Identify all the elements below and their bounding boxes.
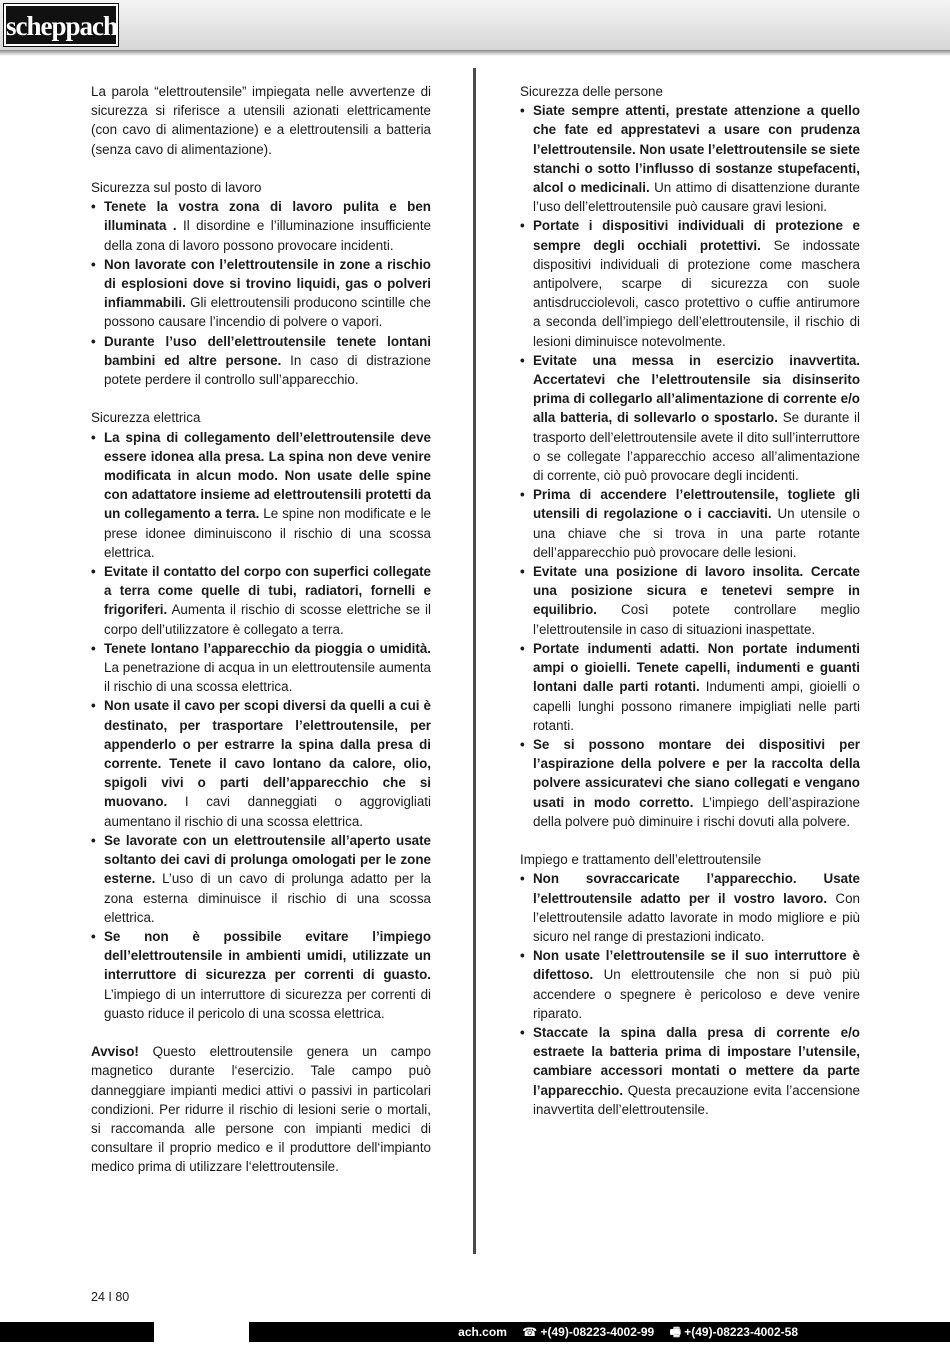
scheppach-logo: scheppach [4,4,118,46]
footer-white-block [154,1322,249,1342]
list-item: • Prima di accendere l’elettroutensile, togliete gli utensili di regolazione o i cacciaviti. Un utensile o una chiave che si trova in una parte rotante dell’apparecchio può provocare delle lesioni. [520,485,860,562]
list-item: • Durante l’uso dell’elettroutensile tenete lontani bambini ed altre persone. In caso di distrazione potete perdere il controllo sull’apparecchio. [91,332,431,390]
list-item: • Non usate l’elettroutensile se il suo interruttore è difettoso. Un elettroutensile che non si può più accendere o spegnere è pericoloso e deve venire riparato. [520,946,860,1023]
workplace-heading: Sicurezza sul posto di lavoro [91,180,262,195]
list-item: • Siate sempre attenti, prestate attenzione a quello che fate ed apprestatevi a usare con prudenza l’elettroutensile. Non usate l’elettroutensile se siete stanchi o sotto l’influsso di sostanze stupefacenti, alcol o medicinali. Un attimo di disattenzione durante l’uso dell’elettroutensile può causare gravi lesioni. [520,101,860,216]
right-column [520,82,860,1119]
list-item: • Non sovraccaricate l’apparecchio. Usate l’elettroutensile adatto per il vostro lavoro. Con l’elettroutensile adatto lavorate in modo migliore e più sicuro nel range di prestazioni indicato. [520,869,860,946]
list-item: • Se lavorate con un elettroutensile all’aperto usate soltanto dei cavi di prolunga omologati per le zone esterne. L’uso di un cavo di prolunga adatto per la zona esterna diminuisce il rischio di una scossa elettrica. [91,831,431,927]
list-item: • La spina di collegamento dell’elettroutensile deve essere idonea alla presa. La spina non deve venire modificata in alcun modo. Non usate delle spine con adattatore insieme ad elettroutensili protetti da un collegamento a terra. Le spine non modificate e le prese idonee diminuiscono il rischio di una scossa elettrica. [91,428,431,562]
persons-heading: Sicurezza delle persone [520,84,663,99]
list-item: • Se si possono montare dei dispositivi per l’aspirazione della polvere e per la raccolta della polvere assicuratevi che siano collegati e vengano usati in modo corretto. L’impiego dell’aspirazione della polvere può diminuire i rischi dovuti alla polvere. [520,735,860,831]
phone-number: ☎ +(49)-08223-4002-99 [522,1325,655,1339]
list-item: • Staccate la spina dalla presa di corrente e/o estraete la batteria prima di impostare l’utensile, cambiare accessori montati o mettere da parte l’apparecchio. Questa precauzione evita l’accensione inavvertita dell’elettroutensile. [520,1023,860,1119]
header-shadow [0,50,950,56]
persons-list [520,101,860,831]
electrical-heading: Sicurezza elettrica [91,410,201,426]
handling-list [520,869,860,1119]
list-item: • Evitate una messa in esercizio inavvertita. Accertatevi che l’elettroutensile sia disinserito prima di collegarlo all’alimentazione di corrente e/o alla batteria, di sollevarlo o spostarlo. Se durante il trasporto dell’elettroutensile avete il dito sull’interruttore o se collegate l’apparecchio acceso all’alimentazione di corrente, ciò può provocare degli incidenti. [520,351,860,485]
left-column [91,82,431,1177]
website-link[interactable]: ach.com [458,1325,507,1339]
column-divider [473,68,476,1254]
list-item: • Non lavorate con l’elettroutensile in zone a rischio di esplosioni dove si trovino liquidi, gas o polveri infiammabili. Gli elettroutensili producono scintille che possono causare l’incendio di polvere o vapori. [91,255,431,332]
list-item: • Se non è possibile evitare l’impiego dell’elettroutensile in ambienti umidi, utilizzate un interruttore di sicurezza per correnti di guasto. L’impiego di un interruttore di sicurezza per correnti di guasto riduce il pericolo di una scossa elettrica. [91,927,431,1023]
intro-paragraph: La parola “elettroutensile” impiegata nelle avvertenze di sicurezza si riferisce a utensili azionati elettricamente (con cavo di alimentazione) e a elettroutensili a batteria (senza cavo di alimentazione). [91,84,431,157]
page-number: 24 I 80 [91,1290,130,1304]
handling-heading: Impiego e trattamento dell’elettroutensile [520,852,762,868]
fax-number: 🖷 +(49)-08223-4002-58 [669,1325,798,1339]
list-item: • Evitate il contatto del corpo con superfici collegate a terra come quelle di tubi, radiatori, fornelli e frigoriferi. Aumenta il rischio di scosse elettriche se il corpo dell’utilizzatore è collegato a terra. [91,562,431,639]
list-item: • Portate i dispositivi individuali di protezione e sempre degli occhiali protettivi. Se indossate dispositivi individuali di protezione come maschera antipolvere, scarpe di sicurezza con suole antisdrucciolevoli, casco protettivo o cuffie antirumore a seconda dell’impiego dell’elettroutensile, il rischio di lesioni diminuisce notevolmente. [520,216,860,350]
list-item: • Tenete la vostra zona di lavoro pulita e ben illuminata . Il disordine e l’illuminazione insufficiente della zona di lavoro possono provocare incidenti. [91,197,431,255]
list-item: • Non usate il cavo per scopi diversi da quelli a cui è destinato, per trasportare l’elettroutensile, per appenderlo o per estrarre la spina dalla presa di corrente. Tenete il cavo lontano da calore, olio, spigoli vivi o parti dell’apparecchio che si muovano. I cavi danneggiati o aggrovigliati aumentano il rischio di una scossa elettrica. [91,696,431,830]
header-bar [0,0,950,51]
list-item: • Evitate una posizione di lavoro insolita. Cercate una posizione sicura e tenetevi sempre in equilibrio. Così potete controllare meglio l’elettroutensile in caso di situazioni inaspettate. [520,562,860,639]
footer-contact [458,1322,798,1342]
magnetic-field-notice: Avviso! Questo elettroutensile genera un campo magnetico durante l‘esercizio. Tale campo può danneggiare impianti medici attivi o passivi in particolari condizioni. Per ridurre il rischio di lesioni serie o mortali, si raccomanda alle persone con impianti medici di consultare il proprio medico e il produttore dell‘impianto medico prima di utilizzare l‘elettroutensile. [91,1044,431,1175]
list-item: • Tenete lontano l’apparecchio da pioggia o umidità. La penetrazione di acqua in un elettroutensile aumenta il rischio di una scossa elettrica. [91,639,431,697]
list-item: • Portate indumenti adatti. Non portate indumenti ampi o gioielli. Tenete capelli, indumenti e guanti lontani dalle parti rotanti. Indumenti ampi, gioielli o capelli lunghi possono rimanere impigliati nelle parti rotanti. [520,639,860,735]
workplace-list [91,197,431,389]
electrical-list [91,428,431,1023]
